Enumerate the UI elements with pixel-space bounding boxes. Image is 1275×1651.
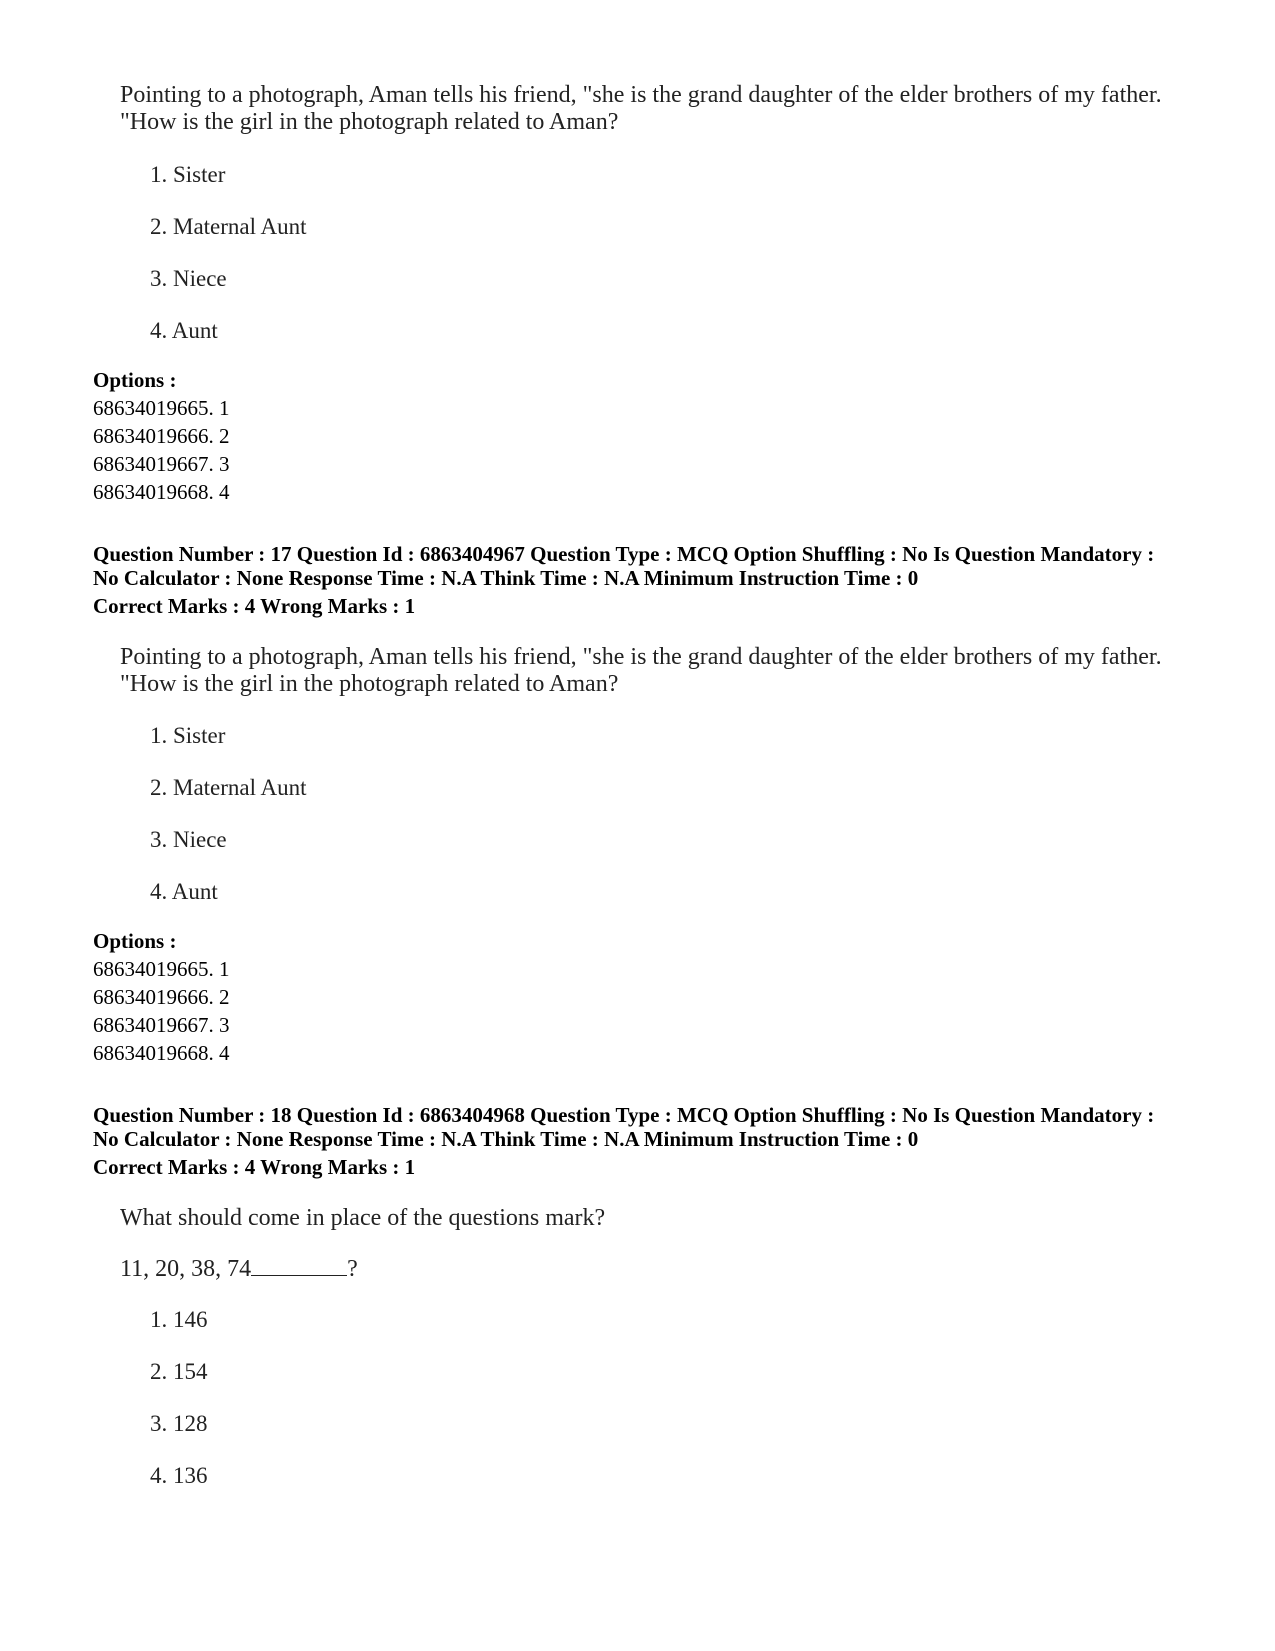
question-18-sequence [120, 1255, 358, 1283]
question-18-meta [93, 1103, 1154, 1151]
question-16-choice-2: 2. Maternal Aunt [150, 214, 307, 239]
question-17-options-label: Options : [93, 929, 177, 953]
question-16-choice-4: 4. Aunt [150, 318, 218, 343]
question-16-line-1: Pointing to a photograph, Aman tells his friend, "she is the grand daughter of the elder brothers of my father. [120, 82, 1162, 108]
question-17-option-id-2: 68634019666. 2 [93, 985, 230, 1009]
question-16-line-2: "How is the girl in the photograph related to Aman? [120, 109, 619, 135]
question-17-option-id-3: 68634019667. 3 [93, 1013, 230, 1037]
question-17-meta-line-1: Question Number : 17 Question Id : 6863404967 Question Type : MCQ Option Shuffling : No Is Question Mandatory : [93, 542, 1155, 566]
question-18-choice-3: 3. 128 [150, 1411, 208, 1436]
question-17-text [120, 644, 1162, 698]
question-17-line-1: Pointing to a photograph, Aman tells his friend, "she is the grand daughter of the elder brothers of my father. [120, 644, 1162, 670]
answer-blank [251, 1255, 347, 1276]
sequence-question-mark: ? [347, 1256, 358, 1282]
question-17-option-id-4: 68634019668. 4 [93, 1041, 230, 1065]
sequence-values: 11, 20, 38, 74 [120, 1256, 252, 1282]
question-16-option-id-4: 68634019668. 4 [93, 480, 230, 504]
question-16-options-label: Options : [93, 368, 177, 392]
question-18-choice-4: 4. 136 [150, 1463, 208, 1488]
question-16-text [120, 82, 1162, 136]
question-18-choice-1: 1. 146 [150, 1307, 208, 1332]
question-17-choice-3: 3. Niece [150, 827, 227, 852]
question-16-choice-1: 1. Sister [150, 162, 226, 187]
question-16-option-id-2: 68634019666. 2 [93, 424, 230, 448]
question-16-choice-3: 3. Niece [150, 266, 227, 291]
question-18-text: What should come in place of the questions mark? [120, 1205, 606, 1231]
question-17-choice-2: 2. Maternal Aunt [150, 775, 307, 800]
question-17-marks: Correct Marks : 4 Wrong Marks : 1 [93, 594, 416, 618]
question-17-option-id-1: 68634019665. 1 [93, 957, 230, 981]
question-17-meta [93, 542, 1154, 590]
question-16-option-id-1: 68634019665. 1 [93, 396, 230, 420]
question-17-meta-line-2: No Calculator : None Response Time : N.A Think Time : N.A Minimum Instruction Time : 0 [93, 566, 919, 590]
question-18-choice-2: 2. 154 [150, 1359, 208, 1384]
question-17-choice-4: 4. Aunt [150, 879, 218, 904]
question-18-meta-line-1: Question Number : 18 Question Id : 6863404968 Question Type : MCQ Option Shuffling : No Is Question Mandatory : [93, 1103, 1155, 1127]
question-16-option-id-3: 68634019667. 3 [93, 452, 230, 476]
question-18-marks: Correct Marks : 4 Wrong Marks : 1 [93, 1155, 416, 1179]
question-18-meta-line-2: No Calculator : None Response Time : N.A Think Time : N.A Minimum Instruction Time : 0 [93, 1127, 919, 1151]
question-17-line-2: "How is the girl in the photograph related to Aman? [120, 671, 619, 697]
question-17-choice-1: 1. Sister [150, 723, 226, 748]
